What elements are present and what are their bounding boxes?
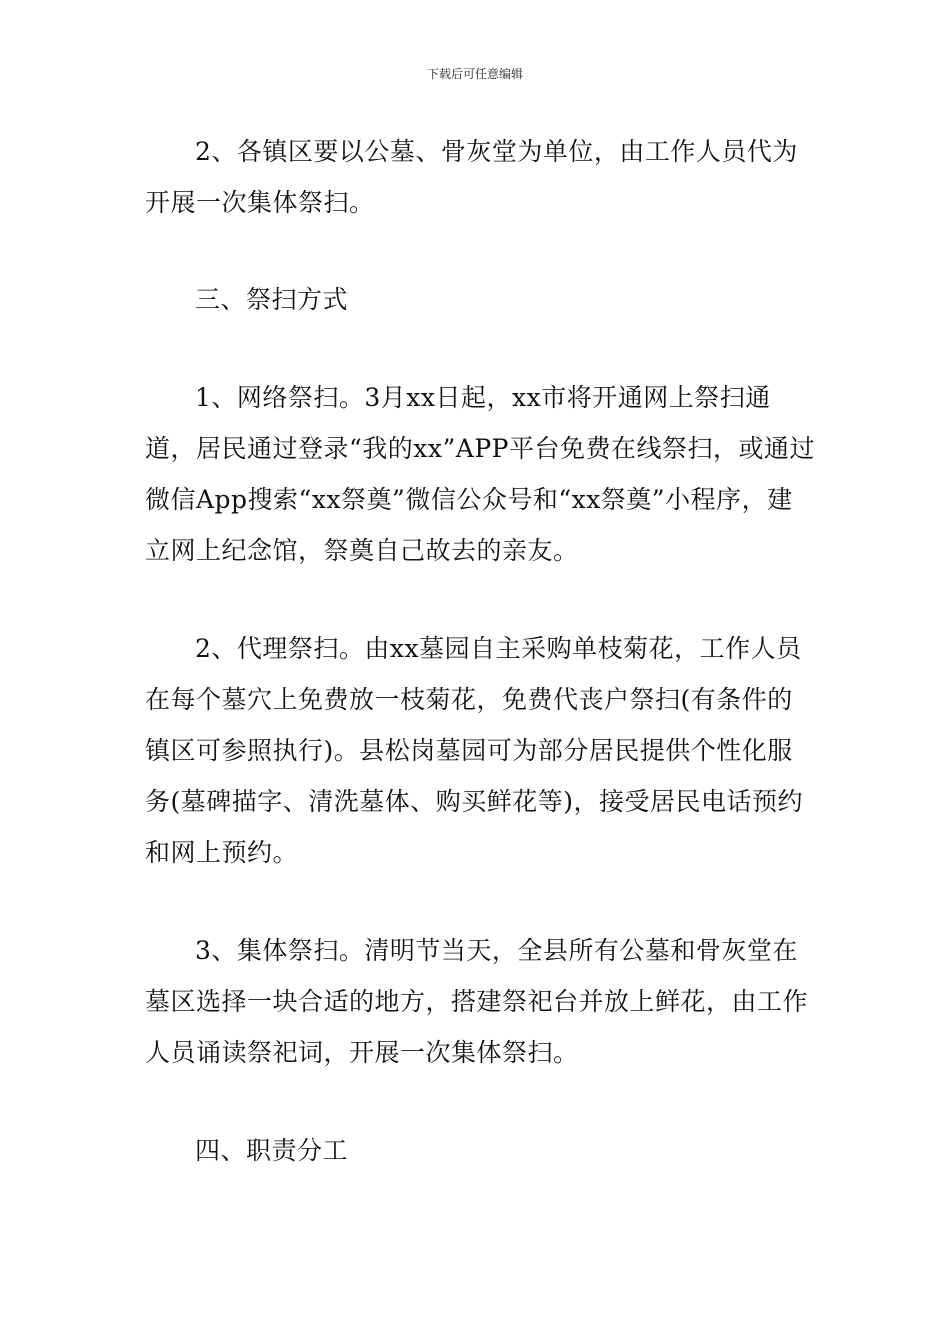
section-heading-responsibilities: 四、职责分工 bbox=[195, 1136, 349, 1165]
paragraph-collective-sweep: 3、集体祭扫。清明节当天，全县所有公墓和骨灰堂在墓区选择一块合适的地方，搭建祭祀台并放上鲜花，由工作人员诵读祭祀词，开展一次集体祭扫。 bbox=[145, 936, 809, 1067]
paragraph-online-sweep: 1、网络祭扫。3月xx日起，xx市将开通网上祭扫通道，居民通过登录“我的xx”APP平台免费在线祭扫，或通过微信App搜索“xx祭奠”微信公众号和“xx祭奠”小程序，建立网上纪念馆，祭奠自己故去的亲友。 bbox=[145, 383, 815, 565]
document-body bbox=[145, 126, 815, 1176]
paragraph-collective-sweep-note: 2、各镇区要以公墓、骨灰堂为单位，由工作人员代为开展一次集体祭扫。 bbox=[145, 137, 798, 217]
paragraph-proxy-sweep: 2、代理祭扫。由xx墓园自主采购单枝菊花，工作人员在每个墓穴上免费放一枝菊花，免费代丧户祭扫(有条件的镇区可参照执行)。县松岗墓园可为部分居民提供个性化服务(墓碑描字、清洗墓体、购买鲜花等)，接受居民电话预约和网上预约。 bbox=[145, 634, 804, 867]
section-heading-sweep-methods: 三、祭扫方式 bbox=[195, 285, 349, 314]
page-header: 下载后可任意编辑 bbox=[426, 67, 523, 81]
